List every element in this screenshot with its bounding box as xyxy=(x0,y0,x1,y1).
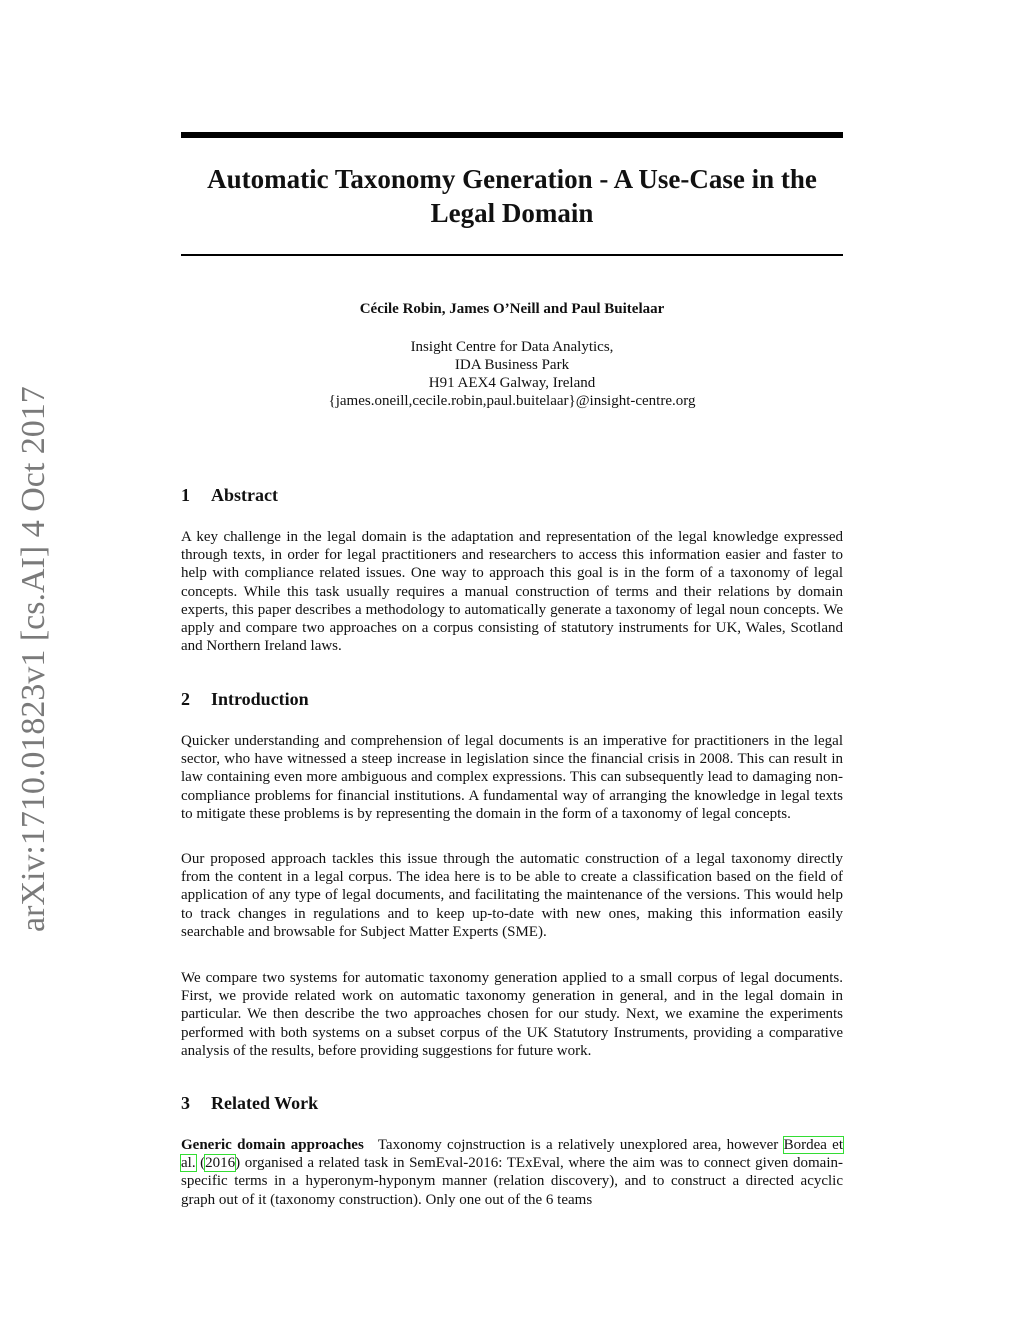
affiliation-line: Insight Centre for Data Analytics, xyxy=(410,339,614,355)
section-number: 1 xyxy=(181,485,190,505)
section-title: Abstract xyxy=(211,485,278,505)
section-heading-introduction xyxy=(181,688,309,710)
title-line-1: Automatic Taxonomy Generation - A Use-Case in the xyxy=(207,164,817,194)
paragraph-text: organised a related task in SemEval-2016: TExEval, where the aim was to connect given domain-specific terms in a hyperonym-hyponym manner (relation discovery), and to construct a directed acyclic graph out of it (taxonomy construction). Only one out of the 6 teams xyxy=(181,1155,843,1208)
section-number: 2 xyxy=(181,689,190,709)
introduction-paragraph: Quicker understanding and comprehension of legal documents is an imperative for practitioners in the legal sector, who have witnessed a steep increase in legislation since the financial crisis in 2008. This can result in law containing even more ambiguous and complex expressions. This can subsequently lead to damaging non-compliance problems for financial institutions. A fundamental way of arranging the knowledge in legal texts to mitigate these problems is by representing the domain in the form of a taxonomy of legal concepts. xyxy=(181,733,843,822)
paper-title xyxy=(181,162,843,230)
author-list: Cécile Robin, James O’Neill and Paul Buitelaar xyxy=(359,301,665,317)
section-title: Related Work xyxy=(211,1093,319,1113)
affiliation-block xyxy=(181,338,843,410)
title-bottom-rule xyxy=(181,254,843,256)
affiliation-line: IDA Business Park xyxy=(454,357,570,373)
introduction-paragraph: We compare two systems for automatic taxonomy generation applied to a small corpus of legal documents. First, we provide related work on automatic taxonomy generation in general, and in the legal domain in particular. We then describe the two approaches chosen for our study. Next, we examine the experiments performed with both systems on a subset corpus of the UK Statutory Instruments, providing a comparative analysis of the results, before providing suggestions for future work. xyxy=(181,970,843,1059)
affiliation-line: H91 AEX4 Galway, Ireland xyxy=(428,375,596,391)
title-line-2: Legal Domain xyxy=(430,198,594,228)
paragraph-text: ( xyxy=(195,1155,206,1172)
section-heading-related-work xyxy=(181,1092,318,1114)
paragraph-run-in-heading: Generic domain approaches xyxy=(181,1137,364,1153)
section-number: 3 xyxy=(181,1093,190,1113)
citation-link-author[interactable]: Bordea et al. xyxy=(181,1137,843,1172)
paragraph-text: Taxonomy cojnstruction is a relatively unexplored area, however xyxy=(377,1137,784,1153)
paragraph-text: ) xyxy=(235,1155,241,1172)
related-work-paragraph xyxy=(181,1136,843,1209)
introduction-paragraph: Our proposed approach tackles this issue through the automatic construction of a legal taxonomy directly from the content in a legal corpus. The idea here is to be able to create a classification based on the field of application of any type of legal documents, and facilitating the maintenance of the versions. This would help to track changes in regulations and to keep up-to-date with new ones, making this information easily searchable and browsable for Subject Matter Experts (SME). xyxy=(181,851,843,940)
section-heading-abstract xyxy=(181,484,278,506)
abstract-paragraph: A key challenge in the legal domain is the adaptation and representation of the legal knowledge expressed through texts, in order for legal practitioners and researchers to access this information easier and faster to help with compliance related issues. One way to approach this goal is in the form of a taxonomy of legal concepts. While this task usually requires a manual construction of terms and their relations by domain experts, this paper describes a methodology to automatically generate a taxonomy of legal noun concepts. We apply and compare two approaches on a corpus consisting of statutory instruments for UK, Wales, Scotland and Northern Ireland laws. xyxy=(181,529,843,655)
title-top-rule xyxy=(181,132,843,138)
author-emails: {james.oneill,cecile.robin,paul.buitelaar}@insight-centre.org xyxy=(328,393,696,409)
arxiv-identifier: arXiv:1710.01823v1 [cs.AI] 4 Oct 2017 xyxy=(15,386,52,932)
section-title: Introduction xyxy=(211,689,309,709)
citation-link-year[interactable]: 2016 xyxy=(205,1155,236,1172)
